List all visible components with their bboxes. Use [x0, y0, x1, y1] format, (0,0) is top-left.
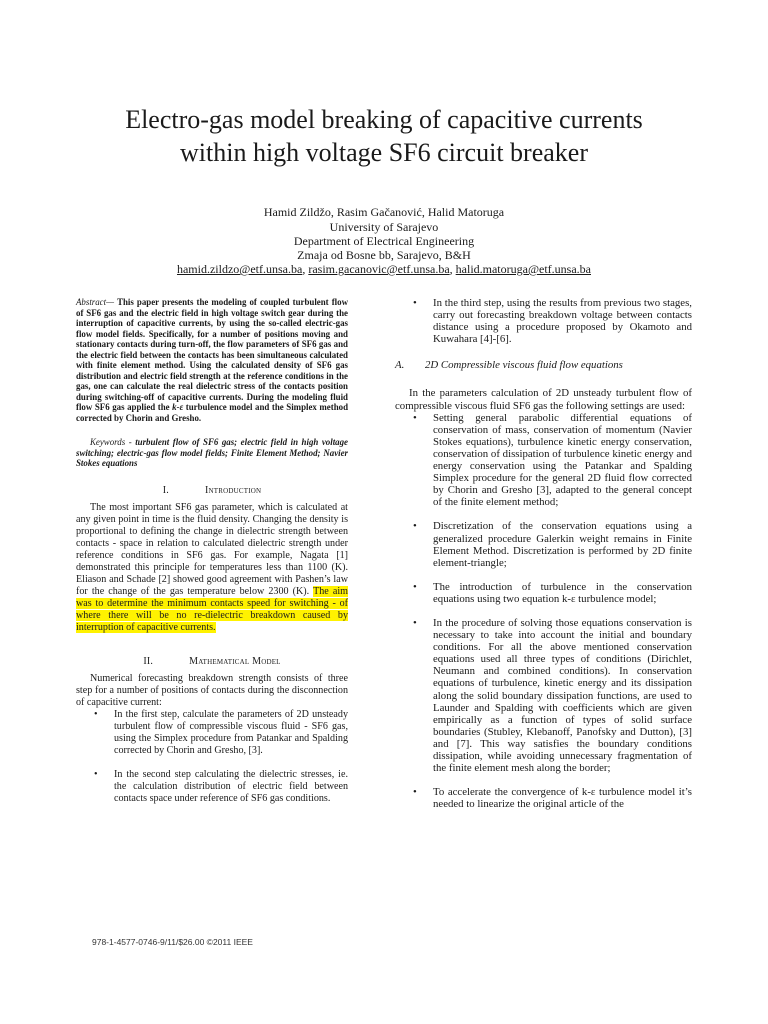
bullet-icon: • — [413, 297, 417, 309]
abstract-text-end: turbulence model and the Simplex method corrected by Chorin and Gresho. — [76, 402, 349, 423]
list-item — [395, 412, 692, 509]
subsection-number: A. — [395, 359, 405, 372]
settings-list — [395, 412, 692, 811]
author-names: Hamid Zildžo, Rasim Gačanović, Halid Matoruga — [263, 205, 505, 219]
steps-list — [76, 709, 348, 805]
list-item-text: In the first step, calculate the parameters of 2D unsteady turbulent flow of compressible viscous fluid - SF6 gas, using the Simplex procedure from Patankar and Spalding corrected by Chorin and Gresho, [3]. — [114, 708, 348, 756]
section-heading-model — [76, 656, 348, 668]
bullet-icon: • — [413, 520, 417, 533]
list-item-text: In the third step, using the results from previous two stages, carry out forecasting breakdown voltage between contacts distance using a procedure proposed by Okamoto and Kuwahara [4]-[6]. — [433, 297, 692, 346]
list-item-text: Discretization of the conservation equations using a generalized procedure Galerkin weight remains in Finite Element Method. Discretization is performed by 2D finite element-triangle; — [433, 520, 692, 569]
email-link-gacanovic[interactable]: rasim.gacanovic@etf.unsa.ba — [308, 262, 450, 276]
email-separator: , — [302, 262, 309, 276]
affiliation-address: Zmaja od Bosne bb, Sarajevo, B&H — [297, 248, 471, 262]
list-item-text: The introduction of turbulence in the conservation equations using two equation k-ε turbulence model; — [433, 580, 692, 605]
list-item-text: In the second step calculating the dielectric stresses, ie. the calculation distribution of electric field between contacts space under reference of SF6 gas conditions. — [114, 768, 348, 804]
right-column — [395, 297, 692, 822]
settings-paragraph: In the parameters calculation of 2D unsteady turbulent flow of compressible viscous fluid SF6 gas the following settings are used: — [395, 387, 692, 412]
email-link-matoruga[interactable]: halid.matoruga@etf.unsa.ba — [455, 262, 591, 276]
author-emails — [84, 262, 684, 276]
abstract — [76, 297, 348, 423]
abstract-dash: — — [106, 297, 118, 307]
list-item — [76, 769, 348, 805]
intro-text: The most important SF6 gas parameter, which is calculated at any given point in time is the fluid density. Changing the density is proportional to defining the change in dielectric strength between contacts - space in relation to calculated dielectric strength under reference conditions in SF6 gas. For example, Nagata [1] demonstrated this principle for temperatures less than 1100 (K). Eliason and Schade [2] showed good agreement with Pashen’s law for the change of the gas temperature below 2300 (K). — [76, 501, 348, 597]
model-paragraph: Numerical forecasting breakdown strength consists of three step for a number of positions of contacts during the disconnection of capacitive current: — [76, 672, 348, 708]
copyright-footer: 978-1-4577-0746-9/11/$26.00 ©2011 IEEE — [92, 937, 253, 947]
keywords-lead: Keywords - — [90, 437, 136, 447]
bullet-icon: • — [413, 786, 417, 799]
title-line-1: Electro-gas model breaking of capacitive currents — [125, 105, 643, 134]
list-item — [395, 786, 692, 810]
subsection-title: 2D Compressible viscous fluid flow equations — [425, 359, 623, 372]
list-item — [395, 581, 692, 605]
steps-list-continued — [395, 297, 692, 345]
bullet-icon: • — [94, 708, 98, 720]
keywords — [76, 437, 348, 469]
section-heading-introduction — [76, 485, 348, 497]
bullet-icon: • — [94, 768, 98, 780]
list-item — [395, 617, 692, 774]
abstract-lead: Abstract — [76, 297, 107, 307]
section-title: Mathematical Model — [189, 655, 281, 667]
subsection-heading — [395, 359, 692, 371]
left-column — [76, 297, 348, 817]
email-separator: , — [449, 262, 456, 276]
list-item — [76, 709, 348, 757]
intro-paragraph — [76, 502, 348, 634]
author-block — [84, 205, 684, 276]
bullet-icon: • — [413, 616, 417, 629]
section-number: I. — [162, 484, 169, 496]
abstract-ke: k-ε — [172, 402, 184, 412]
title-line-2: within high voltage SF6 circuit breaker — [180, 138, 588, 167]
abstract-text: This paper presents the modeling of coupled turbulent flow of SF6 gas and the electric field in high voltage switch gear during the interruption of capacitive currents, by using the so-called electric-gas flow model fields. Specifically, for a number of positions moving and stationary contacts during turn-off, the flow parameters of SF6 gas and the electric field between the contacts has been simultaneous calculated with finite element method. Using the calculated density of SF6 gas distribution and electric field strength at the reference conditions in the gas, one can calculate the real dielectric stress of the contacts position during switching-off of capacitive currents. During the modeling fluid flow SF6 gas applied the — [76, 297, 348, 412]
affiliation-department: Department of Electrical Engineering — [293, 234, 475, 248]
email-link-zildzo[interactable]: hamid.zildzo@etf.unsa.ba — [176, 262, 303, 276]
affiliation-university: University of Sarajevo — [329, 220, 439, 234]
keywords-text: turbulent flow of SF6 gas; electric field in high voltage switching; electric-gas flow model fields; Finite Element Method; Navier Stokes equations — [76, 437, 348, 468]
section-title: Introduction — [204, 484, 262, 496]
section-number: II. — [143, 655, 154, 667]
list-item — [395, 520, 692, 568]
bullet-icon: • — [413, 411, 417, 424]
list-item-text: To accelerate the convergence of k-ε turbulence model it’s needed to linearize the original article of the — [433, 786, 692, 811]
list-item-text: Setting general parabolic differential equations of conservation of mass, conservation of momentum (Navier Stokes equations), turbulence kinetic energy conservation, conservation of dissipation of turbulence kinetic energy and energy conservation using the Patankar and Spalding Simplex procedure for the general 2D fluid flow corrected by Chorin and Gresho [3], adapted to the general concept of the finite element method; — [433, 411, 692, 509]
list-item-text: In the procedure of solving those equations conservation is necessary to take into account the initial and boundary conditions. For all the above mentioned conservation equations used all three types of conditions (Dirichlet, Neumann and combined conditions). In conservation equations of turbulence, kinetic energy and its dissipation along the solid boundary dissipation functions, are used to Launder and Spalding with coefficients which are given empirically as a function of types of solid surface boundaries (Stubley, Klebanoff, Panofsky and Dutton), [3] and [7]. This way satisfies the boundary conditions dissipation, while avoiding unnecessary fragmentation of the finite element mesh along the border; — [433, 616, 692, 775]
highlighted-text: The aim was to determine the minimum contacts speed for switching - of where there will be no re-dielectric breakdown caused by interruption of capacitive currents. — [76, 585, 349, 633]
list-item — [395, 297, 692, 345]
bullet-icon: • — [413, 580, 417, 593]
paper-title — [60, 103, 708, 169]
